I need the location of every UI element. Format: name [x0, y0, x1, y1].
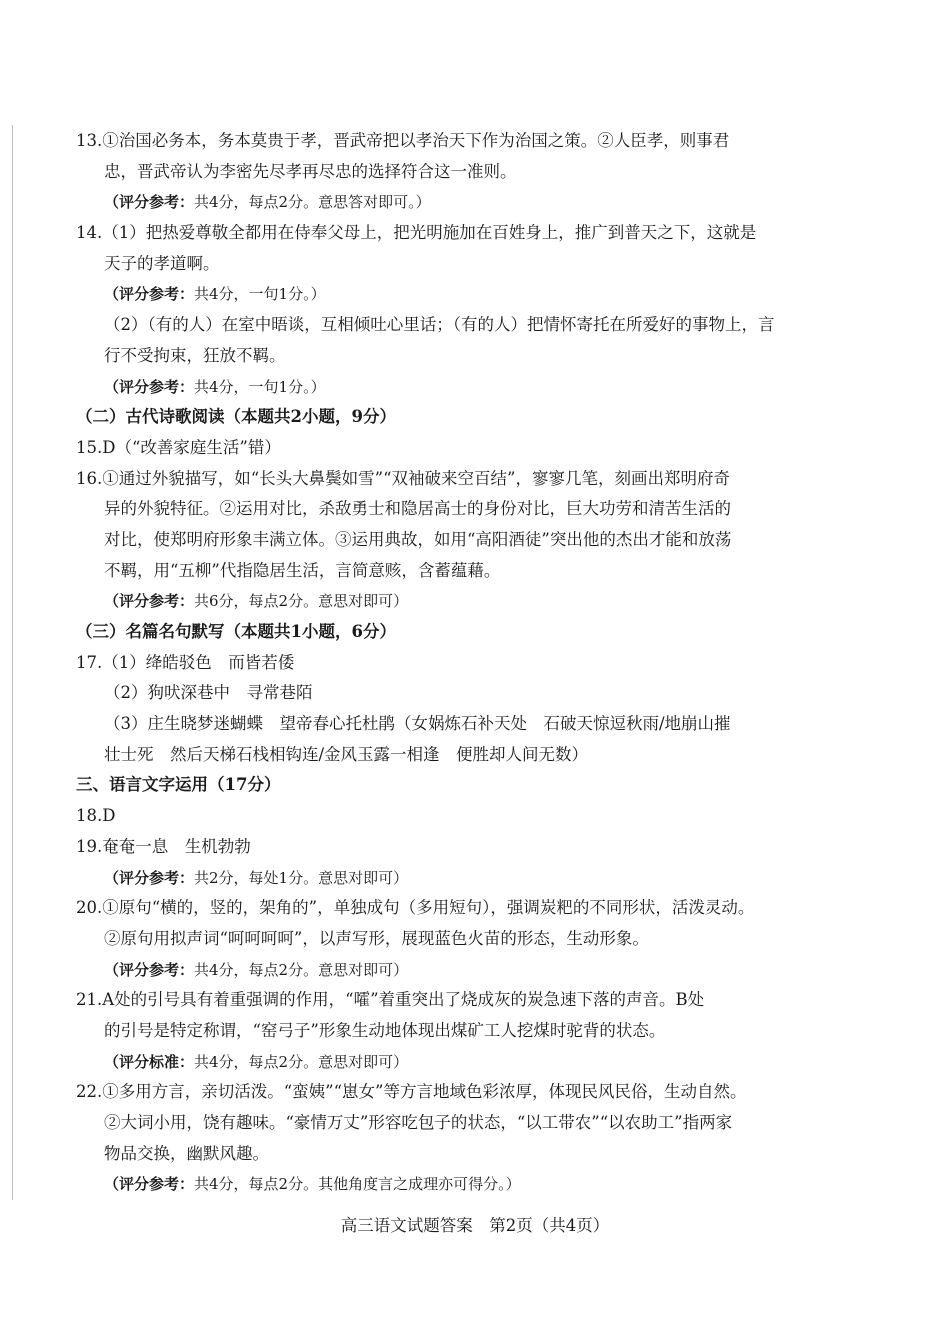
scoring-note	[76, 1047, 796, 1078]
scoring-note-label: （评分参考：	[104, 377, 195, 396]
scoring-note	[76, 372, 796, 403]
answer-line: 物品交换，幽默风趣。	[104, 1143, 269, 1163]
scoring-note-label: （评分参考：	[104, 193, 195, 212]
answer-line: （2）（有的人）在室中晤谈，互相倾吐心里话；（有的人）把情怀寄托在所爱好的事物上，言	[104, 315, 775, 335]
scoring-note-text: 共4分，每点2分。意思对即可）	[194, 1052, 409, 1071]
answer-line: 17.（1）绛皓驳色 而皆若倭	[76, 652, 295, 672]
scoring-note-text: 共6分，每点2分。意思对即可）	[194, 592, 409, 611]
scoring-note-label: （评分参考：	[104, 960, 195, 979]
answer-line: 18.D	[76, 806, 116, 826]
answer-line: 异的外貌特征。②运用对比，杀敌勇士和隐居高士的身份对比，巨大功劳和清苦生活的	[104, 499, 731, 519]
scoring-note-label: （评分标准：	[104, 1052, 195, 1071]
section-heading: （二）古代诗歌阅读（本题共2小题，9分）	[76, 407, 396, 427]
scoring-note-text: 共4分，一句1分。）	[194, 285, 326, 304]
section-heading: （三）名篇名句默写（本题共1小题，6分）	[76, 622, 396, 641]
scoring-note	[76, 586, 796, 617]
page-edge-line	[12, 125, 13, 1200]
answer-line: 行不受拘束，狂放不羁。	[104, 345, 286, 365]
answer-line: 壮士死 然后天梯石栈相钩连/金风玉露一相逢 便胜却人间无数）	[104, 744, 589, 764]
scoring-note	[76, 279, 796, 310]
scoring-note-text: 共4分，每点2分。意思对即可）	[194, 960, 409, 979]
answer-line: （2）狗吠深巷中 寻常巷陌	[104, 683, 313, 703]
answer-line: 的引号是特定称谓，“窑弓子”形象生动地体现出煤矿工人挖煤时驼背的状态。	[104, 1020, 666, 1040]
scoring-note-text: 共4分，每点2分。其他角度言之成理亦可得分。）	[194, 1175, 521, 1194]
scoring-note	[76, 955, 796, 986]
answer-content	[76, 126, 796, 1200]
answer-line: 不羁，用“五柳”代指隐居生活，言简意赅，含蓄蕴藉。	[104, 560, 501, 580]
answer-line: 14.（1）把热爱尊敬全都用在侍奉父母上，把光明施加在百姓身上，推广到普天之下，这就是	[76, 223, 757, 243]
section-heading: 三、语言文字运用（17分）	[76, 775, 281, 795]
answer-line: （3）庄生晓梦迷蝴蝶 望帝春心托杜鹃（女娲炼石补天处 石破天惊逗秋雨/地崩山摧	[104, 714, 731, 734]
scoring-note-label: （评分参考：	[104, 868, 195, 887]
answer-line: 15.D（“改善家庭生活”错）	[76, 437, 281, 457]
answer-line: 19.奄奄一息 生机勃勃	[76, 836, 251, 856]
scoring-note-text: 共2分，每处1分。意思对即可）	[194, 868, 409, 887]
answer-line: 20.①原句“横的，竖的，架角的”，单独成句（多用短句），强调炭粑的不同形状，活泼灵动。	[76, 898, 755, 918]
answer-line: 忠，晋武帝认为李密先尽孝再尽忠的选择符合这一准则。	[104, 161, 517, 181]
answer-line: 21.A处的引号具有着重强调的作用，“嚯”着重突出了烧成灰的炭急速下落的声音。B处	[76, 990, 705, 1010]
scoring-note	[76, 1169, 796, 1200]
answer-line: ②原句用拟声词“呵呵呵呵”，以声写形，展现蓝色火苗的形态，生动形象。	[104, 928, 649, 948]
answer-line: 22.①多用方言，亲切活泼。“蛮姨”“崽女”等方言地域色彩浓厚，体现民风民俗，生动自然。	[76, 1082, 747, 1102]
answer-line: ②大词小用，饶有趣味。“豪情万丈”形容吃包子的状态，“以工带农”“以农助工”指两家	[104, 1113, 733, 1132]
scoring-note-text: 共4分，每点2分。意思答对即可。）	[194, 193, 431, 212]
answer-line: 13.①治国必务本，务本莫贵于孝，晋武帝把以孝治天下作为治国之策。②人臣孝，则事君	[76, 131, 730, 150]
answer-line: 对比，使郑明府形象丰满立体。③运用典故，如用“高阳酒徒”突出他的杰出才能和放荡	[104, 529, 732, 549]
answer-line: 16.①通过外貌描写，如“长头大鼻鬓如雪”“双袖破来空百结”，寥寥几笔，刻画出郑明府奇	[76, 468, 730, 488]
answer-line: 天子的孝道啊。	[104, 253, 220, 273]
scoring-note	[76, 863, 796, 894]
scoring-note	[76, 187, 796, 218]
scoring-note-text: 共4分，一句1分。）	[194, 377, 326, 396]
page-footer: 高三语文试题答案 第2页（共4页）	[340, 1216, 610, 1235]
scoring-note-label: （评分参考：	[104, 592, 195, 611]
scoring-note-label: （评分参考：	[104, 1175, 195, 1194]
scoring-note-label: （评分参考：	[104, 285, 195, 304]
